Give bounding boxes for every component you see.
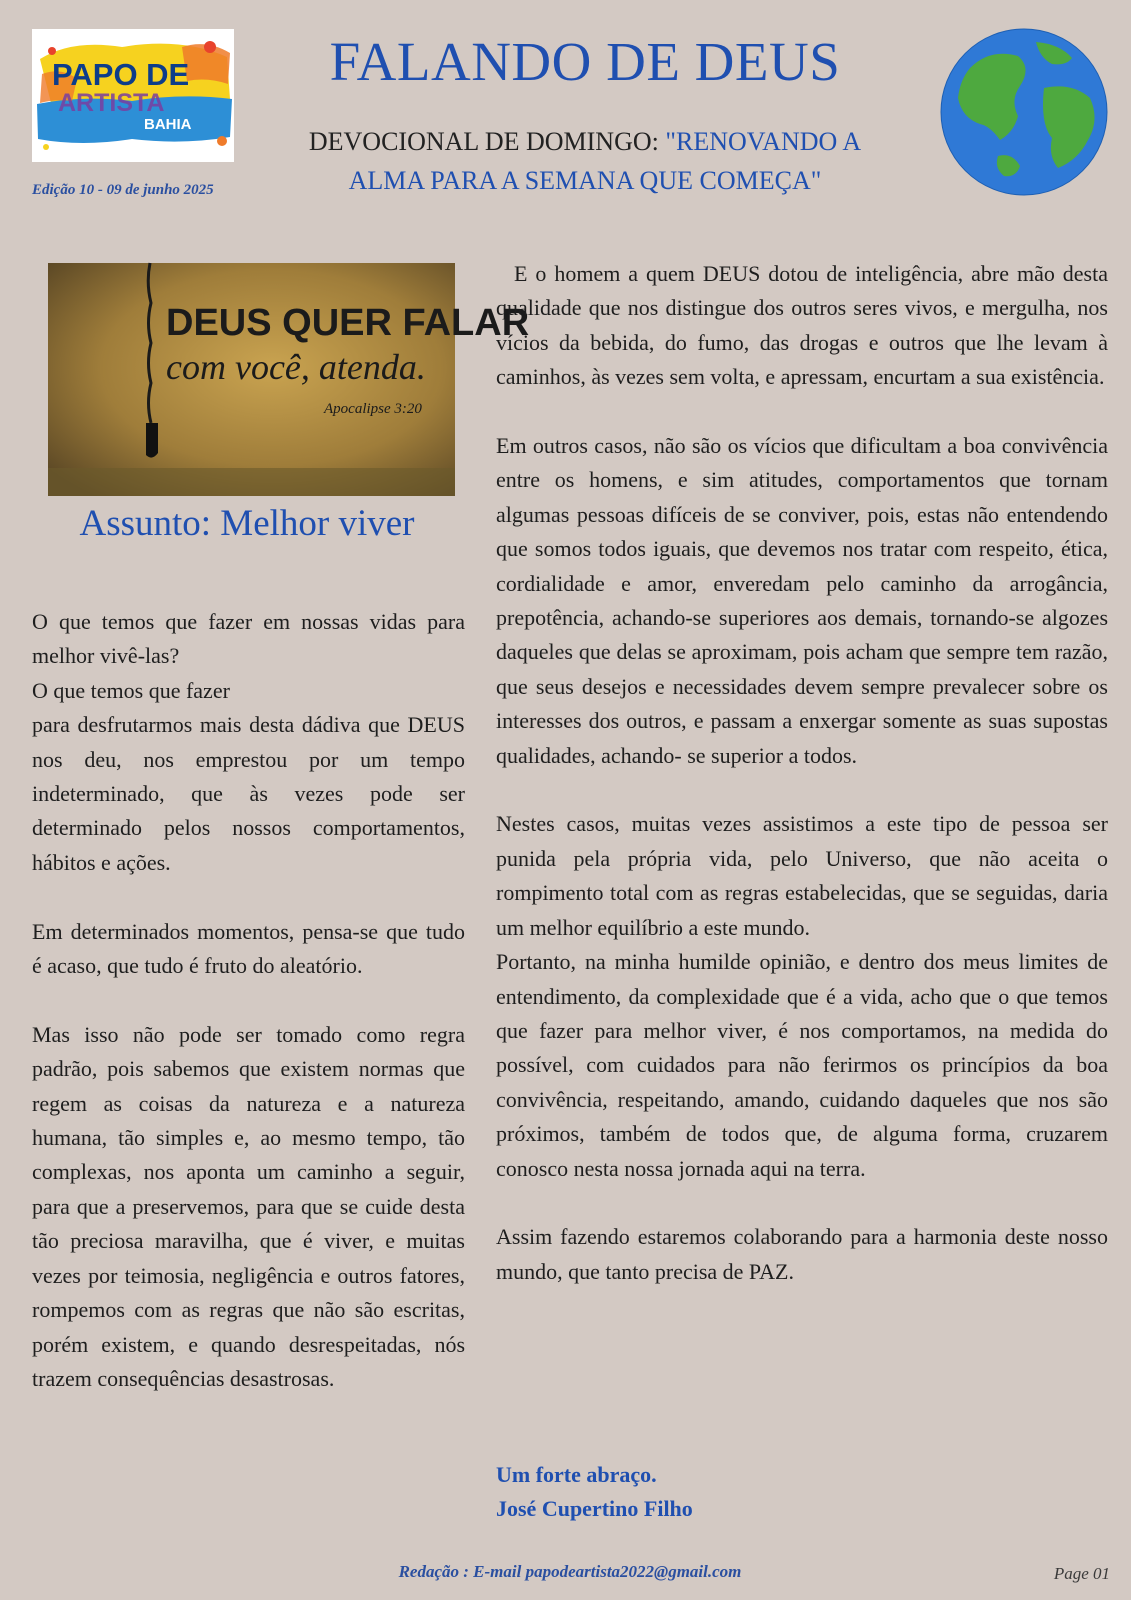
right-paragraph-3 [496,807,1108,1185]
left-p1-line-a: O que temos que fazer em nossas vidas para melhor vivê-las? [32,609,465,669]
signoff-greeting: Um forte abraço. [496,1462,657,1487]
image-tagline: com você, atenda. [166,347,426,387]
edition-date: Edição 10 - 09 de junho 2025 [32,182,214,198]
subtitle-quote: "RENOVANDO A ALMA PARA A SEMANA QUE COMEÇA" [348,127,862,195]
right-paragraph-2: Em outros casos, não são os vícios que dificultam a boa convivência entre os homens, e sim atitudes, comportamentos que tornam algumas pessoas difíceis de se conviver, pois, estas não entendendo que somos todos iguais, que devemos nos tratar com respeito, ética, cordialidade e amor, enveredam pelo caminho da arrogância, prepotência, achando-se superiores aos demais, tornando-se algozes daqueles que delas se aproximam, pois acham que sempre tem razão, que seus desejos e necessidades devem sempre prevalecer sobre os interesses dos outros, e passam a enxergar somente as suas supostas qualidades, achando- se superior a todos. [496,433,1108,768]
page-title: FALANDO DE DEUS [329,31,841,92]
globe-icon [940,28,1108,196]
left-paragraph-2: Em determinados momentos, pensa-se que tudo é acaso, que tudo é fruto do aleatório. [32,918,465,979]
image-reference: Apocalipse 3:20 [324,401,422,417]
left-paragraph-3: Mas isso não pode ser tomado como regra padrão, pois sabemos que existem normas que regem as coisas da natureza e a natureza humana, tão simples e, ao mesmo tempo, tão complexas, nos aponta um caminho a seguir, para que a preservemos, para que se cuide desta tão preciosa maravilha, que é viver, e muitas vezes por teimosia, negligência e outros fatores, rompemos com as regras que não são escritas, porém existem, e quando desrespeitadas, nós trazem consequências desastrosas. [32,1021,465,1391]
subtitle-prefix: DEVOCIONAL DE DOMINGO: [308,127,666,156]
right-paragraph-4: Assim fazendo estaremos colaborando para a harmonia deste nosso mundo, que tanto precisa de PAZ. [496,1224,1108,1284]
right-p3-part-b: Portanto, na minha humilde opinião, e dentro dos meus limites de entendimento, da complexidade que é a vida, acho que o que temos que fazer para melhor viver, é nos comportamos, na medida do possível, com cuidados para não ferirmos os princípios da boa convivência, respeitando, amando, cuidando daqueles que nos são próximos, também de todos que, de alguma forma, cruzarem conosco nesta nossa jornada aqui na terra. [496,949,1108,1181]
left-paragraph-1 [32,605,465,880]
right-column [496,257,1108,1324]
left-column [32,605,465,1431]
right-paragraph-1: E o homem a quem DEUS dotou de inteligência, abre mão desta qualidade que nos distingue dos outros seres vivos, e mergulha, nos vícios da bebida, do fumo, das drogas e outros que lhe levam à caminhos, às vezes sem volta, e apressam, encurtam a sua existência. [496,261,1108,390]
footer-email: Redação : E-mail papodeartista2022@gmail.com [398,1562,742,1581]
image-headline: DEUS QUER FALAR [166,302,530,344]
left-p1-line-b: O que temos que fazer [32,677,230,703]
topic-heading: Assunto: Melhor viver [79,503,415,544]
right-p3-part-a: Nestes casos, muitas vezes assistimos a este tipo de pessoa ser punida pela própria vida, pelo Universo, que não aceita o rompimento total com as regras estabelecidas, que se seguidas, daria um melhor equilíbrio a este mundo. [496,811,1108,940]
papo-de-artista-logo [32,29,234,162]
page-number: Page 01 [1053,1564,1110,1583]
page-subtitle [270,122,900,200]
feature-image-graphic [48,263,530,496]
logo-text-artista: ARTISTA [58,89,165,117]
feature-image [48,263,530,496]
signoff [496,1458,896,1526]
signoff-author: José Cupertino Filho [496,1496,693,1521]
logo-text-papo-de: PAPO DE [52,57,190,92]
left-p1-line-c: para desfrutarmos mais desta dádiva que DEUS nos deu, nos emprestou por um tempo indeterminado, que às vezes pode ser determinado pelos nossos comportamentos, hábitos e ações. [32,712,465,875]
logo-text-bahia: BAHIA [144,116,192,133]
telephone-handset-icon [146,423,158,458]
